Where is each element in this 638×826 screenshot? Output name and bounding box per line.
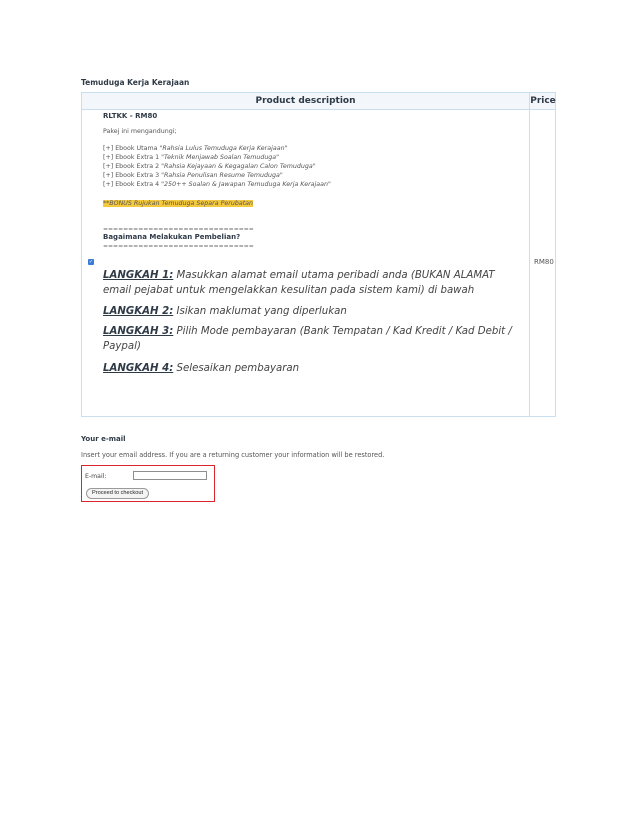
step-2: LANGKAH 2: Isikan maklumat yang diperlukan xyxy=(103,306,347,317)
column-divider xyxy=(529,109,530,416)
product-select-checkbox[interactable]: ✓ xyxy=(88,259,94,265)
list-item: [+] Ebook Utama "Rahsia Lulus Temuduga Kerja Kerajaan" xyxy=(103,145,288,152)
separator-top: ============================== xyxy=(103,226,254,233)
product-name: RLTKK - RM80 xyxy=(103,112,158,120)
list-item: [+] Ebook Extra 1 "Teknik Menjawab Soalan Temuduga" xyxy=(103,154,280,161)
table-header xyxy=(82,93,555,110)
email-instruction: Insert your email address. If you are a returning customer your information will be restored. xyxy=(81,451,385,459)
step-4: LANGKAH 4: Selesaikan pembayaran xyxy=(103,363,300,374)
product-intro: Pakej ini mengandungi; xyxy=(103,128,177,135)
list-item: [+] Ebook Extra 4 "250++ Soalan & Jawapan Temuduga Kerja Kerajaan" xyxy=(103,181,331,188)
bonus-note: **BONUS Rujukan Temuduga Separa Perubatan xyxy=(103,200,254,207)
header-product-description: Product description xyxy=(255,96,356,106)
checkout-form xyxy=(81,465,215,502)
step-1: LANGKAH 1: Masukkan alamat email utama peribadi anda (BUKAN ALAMAT email pejabat untuk mengelakkan kesulitan pada sistem kami) di bawah xyxy=(103,270,495,296)
product-table xyxy=(81,92,556,417)
step-3: LANGKAH 3: Pilih Mode pembayaran (Bank Tempatan / Kad Kredit / Kad Debit / Paypal) xyxy=(103,326,512,352)
list-item: [+] Ebook Extra 2 "Rahsia Kejayaan & Kegagalan Calon Temuduga" xyxy=(103,163,316,170)
list-item: [+] Ebook Extra 3 "Rahsia Penulisan Resume Temuduga" xyxy=(103,172,283,179)
email-section-title: Your e-mail xyxy=(81,435,126,443)
email-label: E-mail: xyxy=(85,473,107,480)
product-price: RM80 xyxy=(534,258,554,266)
proceed-to-checkout-button[interactable]: Proceed to checkout xyxy=(86,488,149,499)
header-price: Price xyxy=(529,93,556,109)
howto-heading: Bagaimana Melakukan Pembelian? xyxy=(103,233,241,241)
separator-bottom: ============================== xyxy=(103,243,254,250)
section-title: Temuduga Kerja Kerajaan xyxy=(81,78,190,87)
email-input[interactable] xyxy=(133,471,207,480)
